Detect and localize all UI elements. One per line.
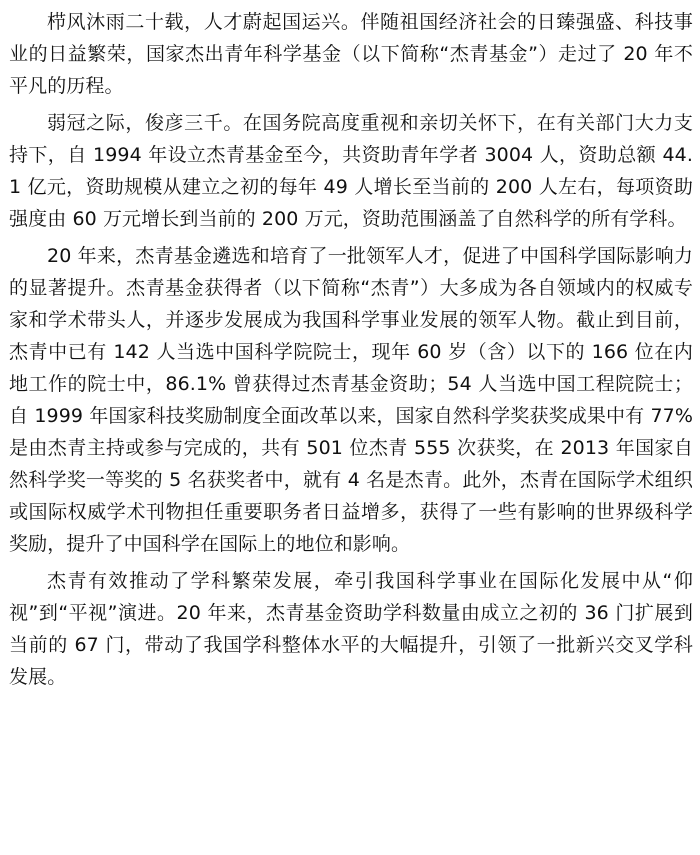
paragraph-2: 弱冠之际，俊彦三千。在国务院高度重视和亲切关怀下，在有关部门大力支持下，自 1994 年设立杰青基金至今，共资助青年学者 3004 人，资助总额 44.1 亿元，资助规模从建立之初的每年 49 人增长至当前的 200 人左右，每项资助强度由 60 万元增长到当前的 200 万元，资助范围涵盖了自然科学的所有学科。 (9, 112, 693, 230)
paragraph-3: 20 年来，杰青基金遴选和培育了一批领军人才，促进了中国科学国际影响力的显著提升。杰青基金获得者（以下简称“杰青”）大多成为各自领域内的权威专家和学术带头人，并逐步发展成为我国科学事业发展的领军人物。截止到目前，杰青中已有 142 人当选中国科学院院士，现年 60 岁（含）以下的 166 位在内地工作的院士中，86.1% 曾获得过杰青基金资助；54 人当选中国工程院院士；自 1999 年国家科技奖励制度全面改革以来，国家自然科学奖获奖成果中有 77% 是由杰青主持或参与完成的，共有 501 位杰青 555 次获奖，在 2013 年国家自然科学奖一等奖的 5 名获奖者中，就有 4 名是杰青。此外，杰青在国际学术组织或国际权威学术刊物担任重要职务者日益增多，获得了一些有影响的世界级科学奖励，提升了中国科学在国际上的地位和影响。 (9, 245, 693, 555)
document-page (9, 6, 693, 852)
paragraph-4: 杰青有效推动了学科繁荣发展，牵引我国科学事业在国际化发展中从“仰视”到“平视”演进。20 年来，杰青基金资助学科数量由成立之初的 36 门扩展到当前的 67 门，带动了我国学科整体水平的大幅提升，引领了一批新兴交叉学科发展。 (9, 570, 693, 688)
paragraph-1: 栉风沐雨二十载，人才蔚起国运兴。伴随祖国经济社会的日臻强盛、科技事业的日益繁荣，国家杰出青年科学基金（以下简称“杰青基金”）走过了 20 年不平凡的历程。 (9, 11, 693, 97)
